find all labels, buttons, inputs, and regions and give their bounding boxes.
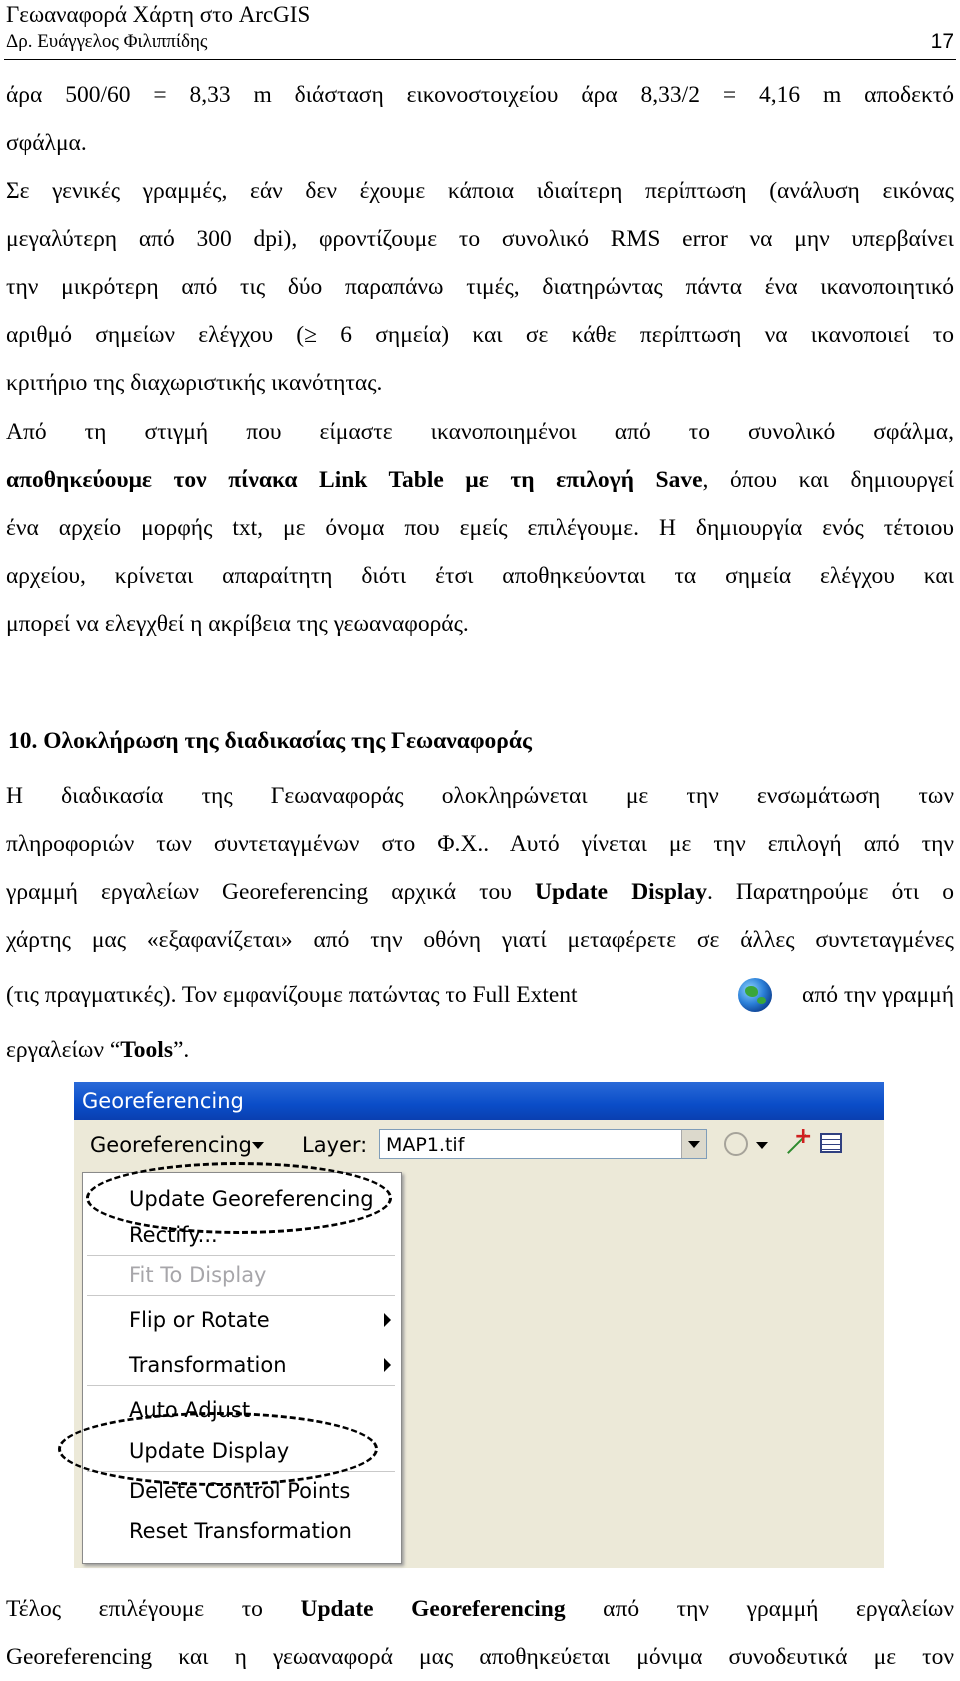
bold-text: Update Georeferencing xyxy=(300,1596,566,1622)
text-span: από την γραμμή εργαλείων xyxy=(565,1596,955,1622)
paragraph-1 xyxy=(6,71,954,167)
text-span: Τέλος επιλέγουμε το xyxy=(6,1596,301,1622)
text-line xyxy=(6,1026,954,1074)
bold-text: αποθηκεύουμε τον πίνακα Link Table με τη επιλογή Save xyxy=(6,467,703,493)
paragraph-5 xyxy=(6,1585,954,1681)
submenu-arrow-icon xyxy=(384,1313,391,1327)
text-line: μεγαλύτερη από 300 dpi), φροντίζουμε το συνολικό RMS error να μην υπερβαίνει xyxy=(6,226,954,252)
text-line: σφάλμα. xyxy=(6,130,87,156)
add-control-points-icon[interactable] xyxy=(782,1130,810,1158)
rotate-icon[interactable] xyxy=(724,1132,748,1156)
text-line: άρα 500/60 = 8,33 m διάσταση εικονοστοιχείου άρα 8,33/2 = 4,16 m αποδεκτό xyxy=(6,82,954,108)
text-span: γραμμή εργαλείων Georeferencing αρχικά του xyxy=(6,879,535,905)
paragraph-3 xyxy=(6,408,954,648)
menu-item-delete-control-points[interactable]: Delete Control Points xyxy=(129,1479,351,1503)
text-line: αρχείου, κρίνεται απαραίτητη διότι έτσι αποθηκεύονται τα σημεία ελέγχου και xyxy=(6,563,954,589)
text-line xyxy=(6,311,954,359)
author-name: Δρ. Ευάγγελος Φιλιππίδης xyxy=(6,31,208,52)
text-span: από την γραμμή xyxy=(802,982,954,1008)
text-span: , όπου και δημιουργεί xyxy=(702,467,955,493)
chevron-down-icon[interactable] xyxy=(756,1142,768,1149)
text-line: την μικρότερη από τις δύο παραπάνω τιμές, διατηρώντας πάντα ένα ικανοποιητικό xyxy=(6,274,954,300)
text-line: χάρτης μας «εξαφανίζεται» από την οθόνη γιατί μεταφέρετε σε άλλες συντεταγμένες xyxy=(6,927,954,953)
page-number: 17 xyxy=(930,30,954,53)
text-line xyxy=(6,964,954,1026)
link-table-icon[interactable] xyxy=(820,1133,842,1153)
menu-item-reset-transformation[interactable]: Reset Transformation xyxy=(129,1519,352,1543)
layer-select[interactable] xyxy=(379,1129,707,1159)
georeferencing-menu-button[interactable]: Georeferencing xyxy=(90,1133,252,1157)
menu-separator xyxy=(87,1295,395,1296)
text-span: ”. xyxy=(172,1037,190,1063)
menu-separator xyxy=(87,1255,395,1256)
menu-item-update-display[interactable]: Update Display xyxy=(129,1439,290,1463)
text-line: ένα αρχείο μορφής txt, με όνομα που εμείς επιλέγουμε. Η δημιουργία ενός τέτοιου xyxy=(6,515,954,541)
highlight-ellipse xyxy=(58,1412,378,1486)
text-line xyxy=(6,868,954,916)
section-heading: 10. Ολοκλήρωση της διαδικασίας της Γεωαναφοράς xyxy=(8,728,532,754)
globe-icon xyxy=(738,978,772,1012)
window-title: Georeferencing xyxy=(74,1082,884,1120)
text-line: μπορεί να ελεγχθεί η ακρίβεια της γεωαναφοράς. xyxy=(6,611,469,637)
menu-separator xyxy=(87,1385,395,1386)
text-line: Η διαδικασία της Γεωαναφοράς ολοκληρώνεται με την ενσωμάτωση των xyxy=(6,783,954,809)
text-line: Σε γενικές γραμμές, εάν δεν έχουμε κάποια ιδιαίτερη περίπτωση (ανάλυση εικόνας xyxy=(6,178,954,204)
menu-item-auto-adjust[interactable]: Auto Adjust xyxy=(129,1398,251,1422)
bold-text: Update Display xyxy=(535,879,707,905)
chevron-down-icon xyxy=(252,1142,264,1149)
layer-value: MAP1.tif xyxy=(386,1134,465,1156)
text-line: Από τη στιγμή που είμαστε ικανοποιημένοι από το συνολικό σφάλμα, xyxy=(6,419,954,445)
text-line: Georeferencing και η γεωαναφορά μας αποθηκεύεται μόνιμα συνοδευτικά με τον xyxy=(6,1644,954,1670)
greater-equal-symbol: ≥ xyxy=(304,322,318,348)
bold-text: Tools xyxy=(120,1037,173,1063)
text-span: αριθμό σημείων ελέγχου ( xyxy=(6,322,305,348)
text-span: (τις πραγματικές). Τον εμφανίζουμε πατώντας το Full Extent xyxy=(6,982,578,1008)
text-line: πληροφοριών των συντεταγμένων στο Φ.Χ.. Αυτό γίνεται με την επιλογή από την xyxy=(6,831,954,857)
paragraph-2 xyxy=(6,167,954,407)
header-rule xyxy=(4,59,956,60)
menu-item-flip-or-rotate[interactable]: Flip or Rotate xyxy=(129,1308,270,1332)
menu-item-rectify[interactable]: Rectify... xyxy=(129,1223,218,1247)
highlight-ellipse xyxy=(86,1162,392,1234)
text-span: εργαλείων “ xyxy=(6,1037,121,1063)
page-header xyxy=(6,0,954,60)
text-span: . Παρατηρούμε ότι ο xyxy=(706,879,954,905)
georeferencing-screenshot xyxy=(74,1082,884,1568)
text-line xyxy=(6,1585,954,1633)
chevron-down-icon xyxy=(688,1141,700,1148)
text-span: 6 σημεία) και σε κάθε περίπτωση να ικανοποιεί το xyxy=(317,322,954,348)
menu-item-transformation[interactable]: Transformation xyxy=(129,1353,287,1377)
submenu-arrow-icon xyxy=(384,1358,391,1372)
layer-label: Layer: xyxy=(302,1133,368,1157)
menu-item-update-georeferencing[interactable]: Update Georeferencing xyxy=(129,1187,374,1211)
layer-dropdown-button[interactable] xyxy=(681,1130,706,1158)
text-line xyxy=(6,456,954,504)
menu-item-fit-to-display: Fit To Display xyxy=(129,1263,267,1287)
paragraph-4 xyxy=(6,772,954,1074)
text-line: κριτήριο της διαχωριστικής ικανότητας. xyxy=(6,370,383,396)
document-title: Γεωαναφορά Χάρτη στο ArcGIS xyxy=(6,2,311,27)
